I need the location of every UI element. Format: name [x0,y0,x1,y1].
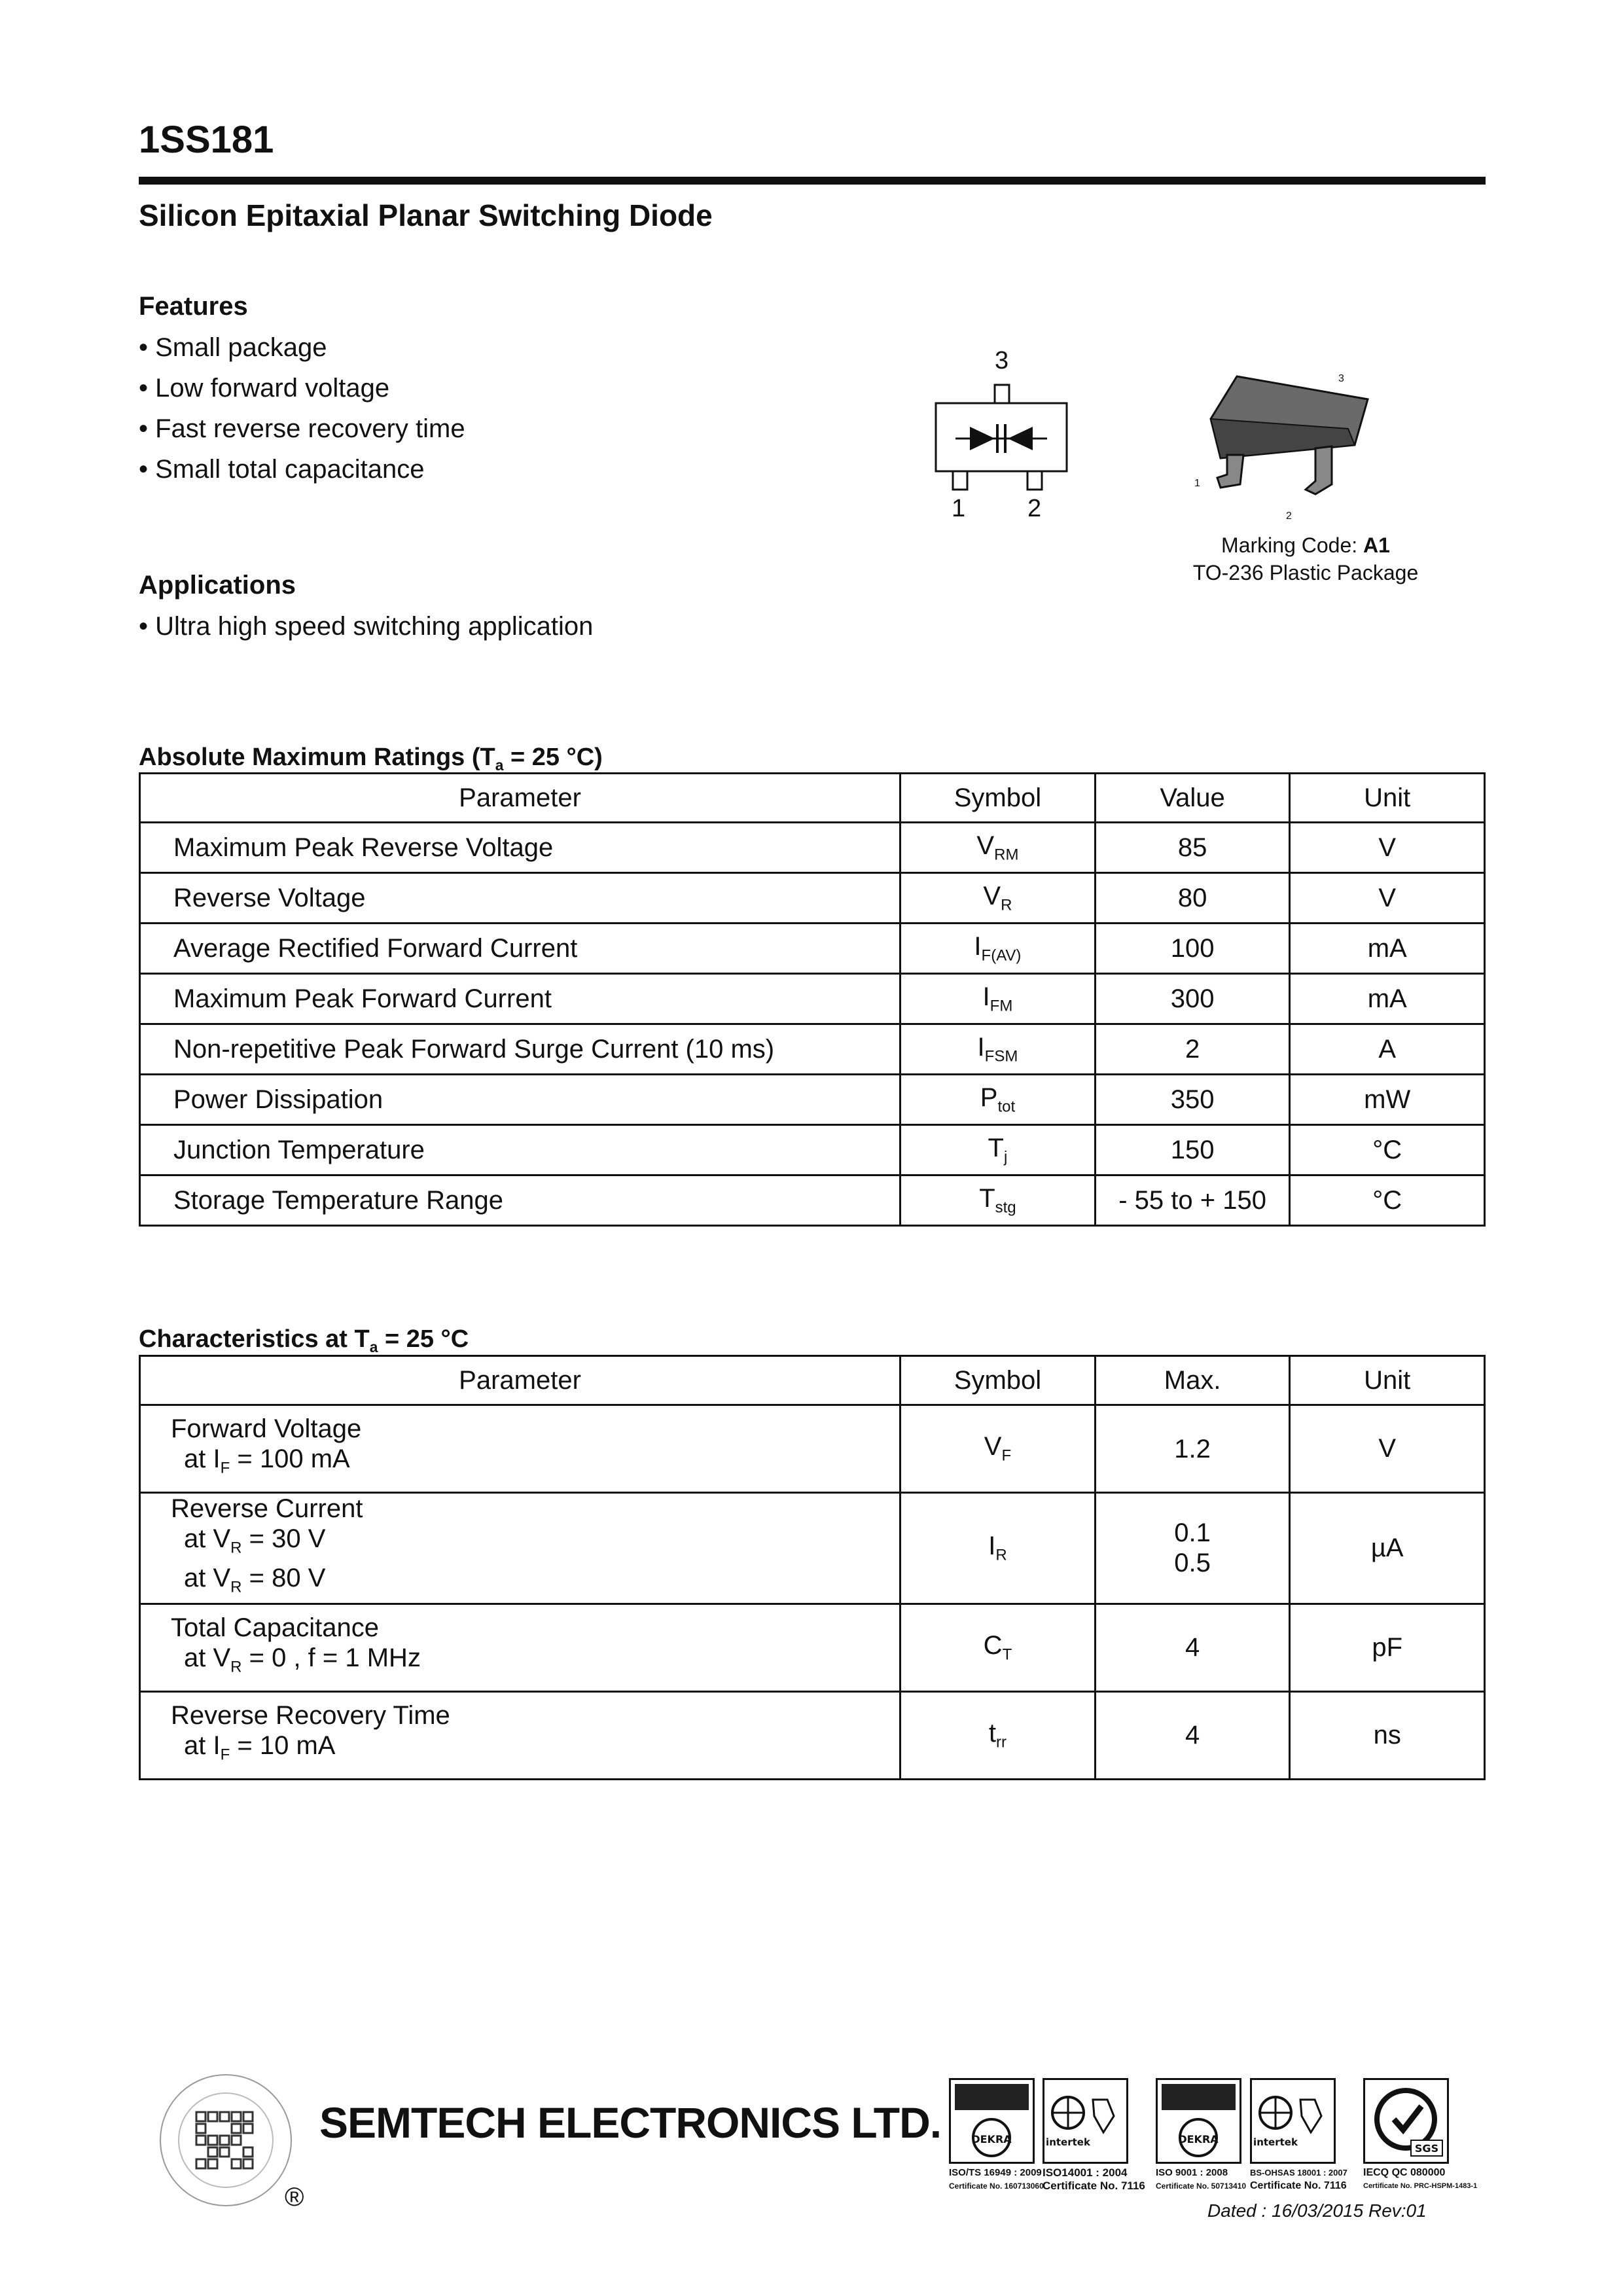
ratings-caption: Absolute Maximum Ratings ($T_a = 25$ °C) [139,744,603,774]
dekra-badge-icon [1158,2080,1240,2162]
column-header: Symbol [901,1356,1096,1405]
table-row [140,1075,1485,1125]
symbol-cell: $V_F$ [901,1405,1096,1493]
cert-caption: IECQ QC 080000 Certificate No. PRC-HSPM-1483-1 [1363,2167,1478,2190]
cert-caption: ISO 9001 : 2008 Certificate No. 50713410 [1156,2167,1247,2191]
package-pin-3-label: 3 [1338,373,1344,384]
circuit-symbol [929,347,1073,537]
unit-cell: V [1290,873,1485,924]
features-list [139,327,465,490]
value-cell: 80 [1095,873,1290,924]
sgs-badge-icon [1365,2080,1447,2162]
unit-cell: °C [1290,1175,1485,1226]
condition-line: at $V_R = 30$ V [184,1524,326,1557]
table-row [140,1024,1485,1075]
registered-mark: ® [285,2183,304,2212]
column-header: Unit [1290,1356,1485,1405]
company-logo [157,2072,294,2209]
feature-item: • Small total capacitance [139,449,465,490]
parameter-cell: Total Capacitance at $V_R = 0$ , f = 1 MHz [140,1604,901,1691]
unit-cell: mA [1290,924,1485,974]
symbol-cell: $V_R$ [901,873,1096,924]
svg-text:DEKRA: DEKRA [971,2133,1012,2145]
symbol-cell: $I_{FM}$ [901,974,1096,1024]
symbol-cell: $t_{rr}$ [901,1691,1096,1779]
parameter-cell: Forward Voltage at $I_F = 100$ mA [140,1405,901,1493]
table-header-row [140,1356,1485,1405]
condition-line: at $V_R = 80$ V [184,1564,326,1596]
unit-cell: °C [1290,1125,1485,1175]
cert-logo-dekra-iso-ts [949,2078,1035,2164]
semtech-logo-icon [157,2072,294,2209]
table-row [140,1604,1485,1691]
package-pin-2-label: 2 [1286,511,1292,522]
condition-line: at $I_F = 10$ mA [184,1731,336,1764]
package-type: TO-236 Plastic Package [1192,561,1419,584]
parameter-cell: Reverse Voltage [140,873,901,924]
value-cell: - 55 to + 150 [1095,1175,1290,1226]
value-cell [1095,1493,1290,1604]
value-line: 4 [1185,1721,1200,1750]
condition-line: at $V_R = 0$ , f = 1 MHz [184,1643,421,1676]
parameter-cell: Storage Temperature Range [140,1175,901,1226]
cert-logo-sgs-iecq [1363,2078,1449,2164]
symbol-cell: $P_{tot}$ [901,1075,1096,1125]
value-cell: 350 [1095,1075,1290,1125]
value-cell: 300 [1095,974,1290,1024]
applications-list [139,606,593,647]
table-row [140,974,1485,1024]
characteristics-table [139,1355,1486,1780]
svg-text:intertek: intertek [1046,2136,1090,2148]
parameter-cell: Maximum Peak Forward Current [140,974,901,1024]
svg-text:DEKRA: DEKRA [1178,2133,1219,2145]
applications-heading: Applications [139,571,296,600]
unit-cell: pF [1290,1604,1485,1691]
page-title: 1SS181 [139,118,274,161]
application-item: • Ultra high speed switching application [139,606,593,647]
feature-item: • Small package [139,327,465,368]
intertek-badge-icon [1044,2080,1126,2162]
column-header: Value [1095,774,1290,823]
svg-text:SGS: SGS [1414,2142,1439,2155]
parameter-cell: Power Dissipation [140,1075,901,1125]
unit-cell: V [1290,823,1485,873]
package-image [1191,367,1381,524]
pin-2-label: 2 [1027,495,1042,522]
symbol-cell: $I_R$ [901,1493,1096,1604]
cert-caption: ISO/TS 16949 : 2009 Certificate No. 160713060 [949,2167,1044,2191]
svg-text:intertek: intertek [1253,2136,1298,2148]
symbol-cell: $T_j$ [901,1125,1096,1175]
parameter-cell: Maximum Peak Reverse Voltage [140,823,901,873]
title-rule [139,177,1486,185]
parameter-cell: Average Rectified Forward Current [140,924,901,974]
value-line: 0.1 [1174,1518,1211,1548]
value-line: 4 [1185,1633,1200,1662]
column-header: Parameter [140,1356,901,1405]
unit-cell: V [1290,1405,1485,1493]
column-header: Max. [1095,1356,1290,1405]
table-header-row [140,774,1485,823]
cert-logo-dekra-iso9001 [1156,2078,1241,2164]
value-cell [1095,1691,1290,1779]
parameter-cell: Non-repetitive Peak Forward Surge Current (10 ms) [140,1024,901,1075]
value-line: 1.2 [1174,1434,1211,1463]
column-header: Parameter [140,774,901,823]
condition-line: at $I_F = 100$ mA [184,1444,350,1477]
table-row [140,873,1485,924]
cert-caption: ISO14001 : 2004 Certificate No. 7116 [1043,2166,1145,2192]
characteristics-caption: Characteristics at $T_a = 25$ °C [139,1325,469,1355]
table-row [140,1125,1485,1175]
dekra-badge-icon [951,2080,1033,2162]
value-cell: 150 [1095,1125,1290,1175]
feature-item: • Low forward voltage [139,368,465,408]
value-line: 0.5 [1174,1549,1211,1578]
table-row [140,924,1485,974]
package-note [1165,531,1446,586]
marking-code: Marking Code: A1 [1221,533,1390,557]
intertek-badge-icon [1252,2080,1334,2162]
unit-cell: µA [1290,1493,1485,1604]
symbol-cell: $T_{stg}$ [901,1175,1096,1226]
unit-cell: mA [1290,974,1485,1024]
parameter-cell: Reverse Current at $V_R = 30$ V at $V_R = 80$ V [140,1493,901,1604]
column-header: Unit [1290,774,1485,823]
unit-cell: A [1290,1024,1485,1075]
ratings-table [139,772,1486,1227]
cert-caption: BS-OHSAS 18001 : 2007 Certificate No. 7116 [1250,2168,1347,2191]
column-header: Symbol [901,774,1096,823]
features-heading: Features [139,292,248,321]
value-cell: 100 [1095,924,1290,974]
table-row [140,1405,1485,1493]
value-cell: 85 [1095,823,1290,873]
pin-3-label: 3 [995,347,1009,374]
parameter-cell: Junction Temperature [140,1125,901,1175]
table-row [140,1691,1485,1779]
table-row [140,1175,1485,1226]
value-cell [1095,1405,1290,1493]
feature-item: • Fast reverse recovery time [139,408,465,449]
symbol-cell: $V_{RM}$ [901,823,1096,873]
symbol-cell: $C_T$ [901,1604,1096,1691]
table-row [140,1493,1485,1604]
cert-logo-intertek-ohsas [1250,2078,1336,2164]
unit-cell: mW [1290,1075,1485,1125]
dated-revision: Dated : 16/03/2015 Rev:01 [1207,2200,1427,2221]
unit-cell: ns [1290,1691,1485,1779]
value-cell: 2 [1095,1024,1290,1075]
cert-logo-intertek-iso14001 [1043,2078,1128,2164]
company-name: SEMTECH ELECTRONICS LTD. [319,2098,942,2147]
sot23-package-icon [1191,367,1381,524]
symbol-cell: $I_{F(AV)}$ [901,924,1096,974]
package-pin-1-label: 1 [1194,478,1200,489]
pin-1-label: 1 [952,495,966,522]
page-subtitle: Silicon Epitaxial Planar Switching Diode [139,198,713,232]
value-cell [1095,1604,1290,1691]
diode-schematic-icon [929,347,1073,537]
table-row [140,823,1485,873]
parameter-cell: Reverse Recovery Time at $I_F = 10$ mA [140,1691,901,1779]
symbol-cell: $I_{FSM}$ [901,1024,1096,1075]
